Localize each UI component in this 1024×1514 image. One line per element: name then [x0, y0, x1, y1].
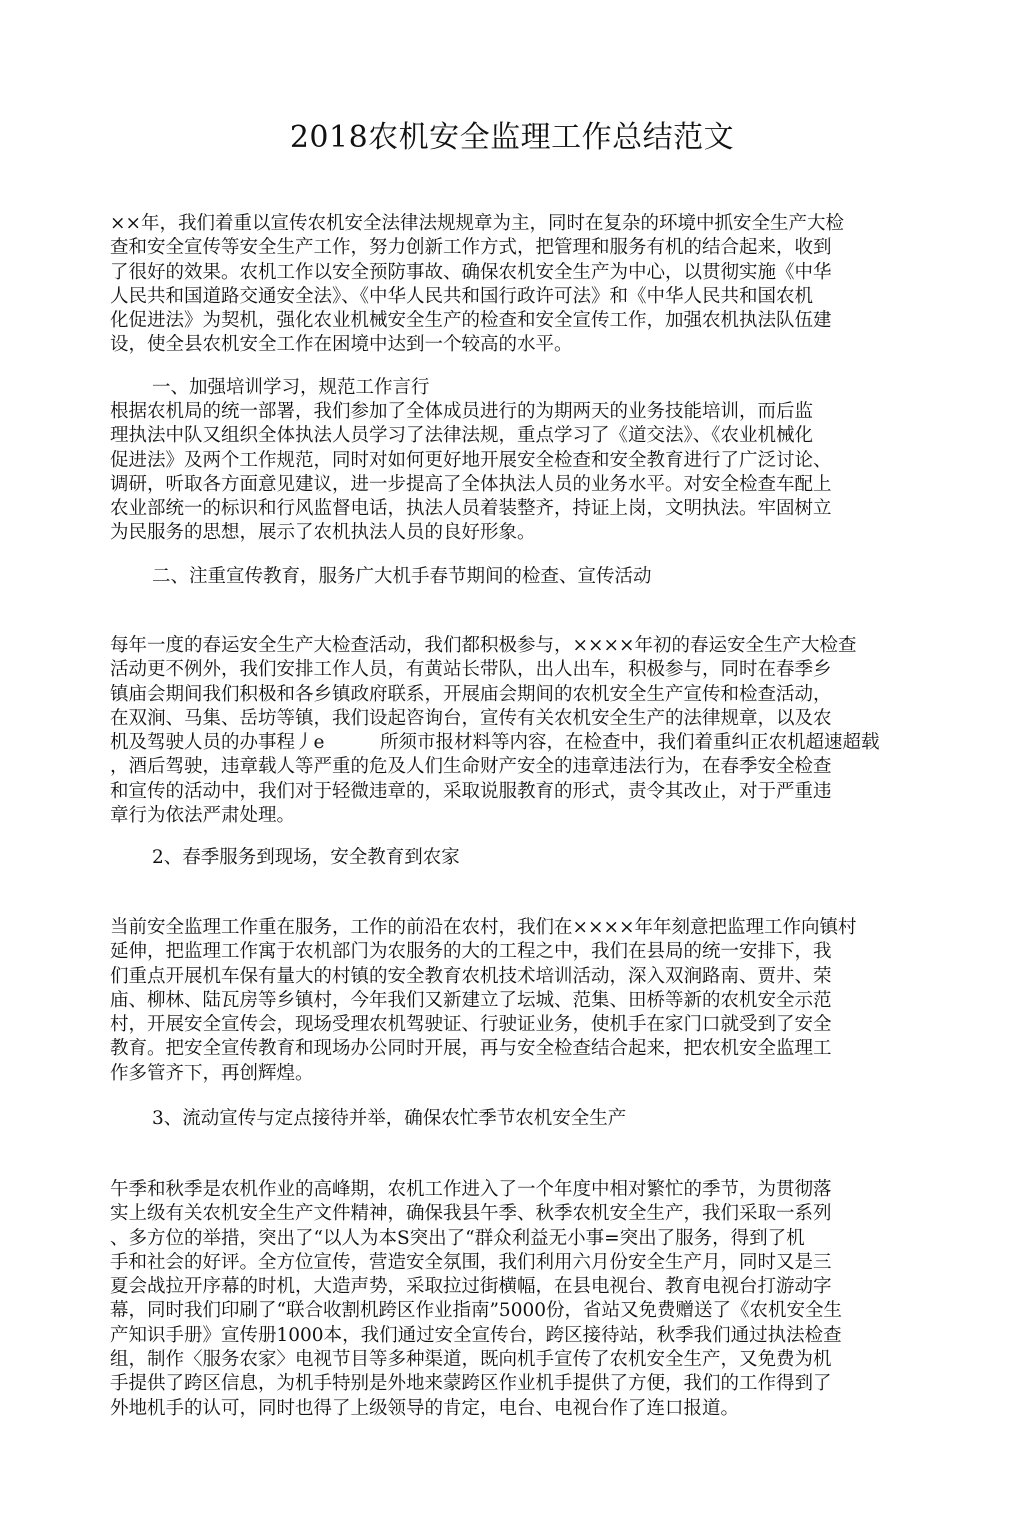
text-line: 庙、柳林、陆瓦房等乡镇村，今年我们又新建立了坛城、范集、田桥等新的农机安全示范: [110, 989, 832, 1011]
text-line: 们重点开展机车保有量大的村镇的安全教育农机技术培训活动，深入双涧路南、贾井、荣: [110, 965, 832, 987]
text-line: 机及驾驶人员的办事程丿e 所须市报材料等内容，在检查中，我们着重纠正农机超速超载: [110, 732, 880, 754]
section-heading-4: 3、流动宣传与定点接待并举，确保农忙季节农机安全生产: [152, 1108, 627, 1129]
text-line: 产知识手册》宣传册1000本，我们通过安全宣传台，跨区接待站，秋季我们通过执法检查: [110, 1324, 842, 1346]
text-line: 了很好的效果。农机工作以安全预防事故、确保农机安全生产为中心，以贯彻实施《中华: [110, 261, 832, 283]
section-paragraph-1: [110, 400, 910, 546]
text-line: 手和社会的好评。全方位宣传，营造安全氛围，我们利用六月份安全生产月，同时又是三: [110, 1251, 832, 1273]
text-line: 幕，同时我们印刷了“联合收割机跨区作业指南”5000份，省站又免费赠送了《农机安全生: [110, 1300, 842, 1322]
page-title: 2018农机安全监理工作总结范文: [289, 120, 735, 155]
text-line: 午季和秋季是农机作业的高峰期，农机工作进入了一个年度中相对繁忙的季节，为贯彻落: [110, 1179, 832, 1200]
section-paragraph-3: [110, 916, 910, 1086]
text-line: 教育。把安全宣传教育和现场办公同时开展，再与安全检查结合起来，把农机安全监理工: [110, 1038, 832, 1060]
section-paragraph-2: [110, 634, 910, 828]
text-line: ××年，我们着重以宣传农机安全法律法规规章为主，同时在复杂的环境中抓安全生产大检: [110, 213, 845, 234]
text-line: 实上级有关农机安全生产文件精神，确保我县午季、秋季农机安全生产，我们采取一系列: [110, 1203, 832, 1225]
text-line: 村，开展安全宣传会，现场受理农机驾驶证、行驶证业务，使机手在家门口就受到了安全: [110, 1014, 832, 1036]
section-heading-1: 一、加强培训学习，规范工作言行: [152, 377, 430, 398]
text-line: 延伸，把监理工作寓于农机部门为农服务的大的工程之中，我们在县局的统一安排下，我: [110, 941, 832, 963]
text-line: 每年一度的春运安全生产大检查活动，我们都积极参与，××××年初的春运安全生产大检查: [110, 635, 857, 656]
text-line: 镇庙会期间我们积极和各乡镇政府联系，开展庙会期间的农机安全生产宣传和检查活动，: [110, 683, 832, 705]
text-line: 、多方位的举措，突出了“以人为本S突出了“群众利益无小事=突出了服务，得到了机: [110, 1227, 805, 1249]
intro-paragraph: [110, 212, 910, 358]
text-line: 根据农机局的统一部署，我们参加了全体成员进行的为期两天的业务技能培训，而后监: [110, 401, 814, 422]
text-line: 农业部统一的标识和行风监督电话，执法人员着装整齐，持证上岗，文明执法。牢固树立: [110, 498, 832, 520]
text-line: 当前安全监理工作重在服务，工作的前沿在农村，我们在××××年年刻意把监理工作向镇村: [110, 917, 857, 938]
text-line: ，酒后驾驶，违章载人等严重的危及人们生命财产安全的违章违法行为，在春季安全检查: [110, 756, 832, 778]
text-line: 和宣传的活动中，我们对于轻微违章的，采取说服教育的形式，责令其改止，对于严重违: [110, 780, 832, 802]
section-heading-3: 2、春季服务到现场，安全教育到农家: [152, 847, 460, 868]
section-heading-2: 二、注重宣传教育，服务广大机手春节期间的检查、宣传活动: [152, 566, 652, 587]
text-line: 活动更不例外，我们安排工作人员，有黄站长带队，出人出车，积极参与，同时在春季乡: [110, 659, 832, 681]
section-paragraph-4: [110, 1178, 910, 1421]
text-line: 设，使全县农机安全工作在困境中达到一个较高的水平。: [110, 334, 573, 356]
text-line: 人民共和国道路交通安全法》、《中华人民共和国行政许可法》和《中华人民共和国农机: [110, 285, 814, 307]
text-line: 作多管齐下，再创辉煌。: [110, 1062, 314, 1084]
text-line: 理执法中队又组织全体执法人员学习了法律法规，重点学习了《道交法》、《农业机械化: [110, 425, 814, 447]
text-line: 夏会战拉开序幕的时机，大造声势，采取拉过街横幅，在县电视台、教育电视台打游动字: [110, 1276, 832, 1298]
text-line: 查和安全宣传等安全生产工作，努力创新工作方式，把管理和服务有机的结合起来，收到: [110, 237, 832, 259]
text-line: 外地机手的认可，同时也得了上级领导的肯定，电台、电视台作了连口报道。: [110, 1397, 740, 1419]
text-line: 手提供了跨区信息，为机手特别是外地来蒙跨区作业机手提供了方便，我们的工作得到了: [110, 1373, 832, 1395]
text-line: 化促进法》为契机，强化农业机械安全生产的检查和安全宣传工作，加强农机执法队伍建: [110, 310, 832, 332]
text-line: 组，制作〈服务农家〉电视节目等多种渠道，既向机手宣传了农机安全生产，又免费为机: [110, 1349, 832, 1371]
text-line: 促进法》及两个工作规范，同时对如何更好地开展安全检查和安全教育进行了广泛讨论、: [110, 449, 832, 471]
text-line: 章行为依法严肃处理。: [110, 805, 296, 827]
text-line: 在双涧、马集、岳坊等镇，我们设起咨询台，宣传有关农机安全生产的法律规章，以及农: [110, 707, 832, 729]
text-line: 为民服务的思想，展示了农机执法人员的良好形象。: [110, 522, 536, 544]
text-line: 调研，听取各方面意见建议，进一步提高了全体执法人员的业务水平。对安全检查车配上: [110, 473, 832, 495]
